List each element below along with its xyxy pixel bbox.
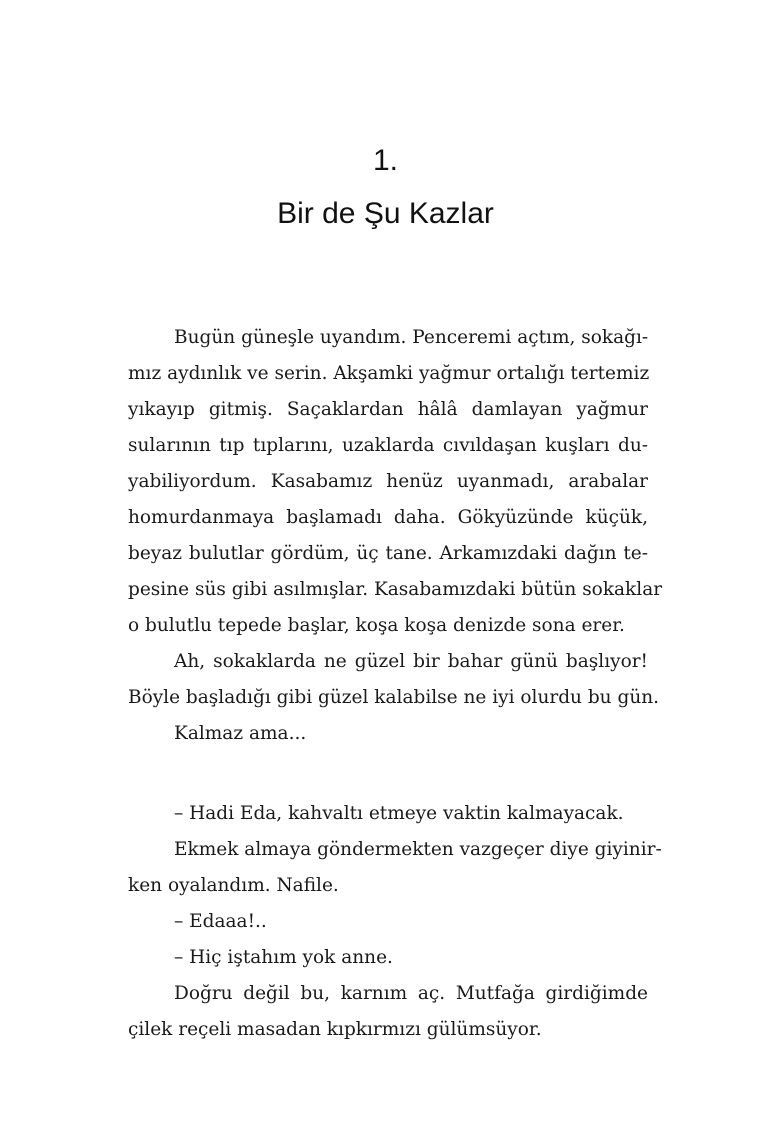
paragraph [128,796,648,832]
text-line: Ekmek almaya göndermekten vazgeçer diye giyinir- [174,839,662,860]
text-line: beyaz bulutlar gördüm, üç tane. Arkamızdaki dağın te- [128,543,648,564]
text-line: çilek reçeli masadan kıpkırmızı gülümsüyor. [128,1019,542,1040]
text-line: o bulutlu tepede başlar, koşa koşa denizde sona erer. [128,615,625,636]
text-line: Ah, sokaklarda ne güzel bir bahar günü başlıyor! [174,651,648,672]
chapter-body [128,320,663,1048]
text-line: Doğru değil bu, karnım aç. Mutfağa girdiğimde [174,983,648,1004]
text-line: pesine süs gibi asılmışlar. Kasabamızdaki bütün sokaklar [128,579,663,600]
text-line: yabiliyordum. Kasabamız henüz uyanmadı, arabalar [128,471,648,492]
text-line: homurdanmaya başlamadı daha. Gökyüzünde küçük, [128,507,648,528]
text-line: mız aydınlık ve serin. Akşamki yağmur ortalığı tertemiz [128,363,650,384]
paragraph [128,320,663,644]
chapter-title: Bir de Şu Kazlar [277,197,494,230]
paragraph [128,940,648,976]
chapter-number: 1. [372,144,399,177]
paragraph [128,832,662,904]
text-line: Böyle başladığı gibi güzel kalabilse ne iyi olurdu bu gün. [128,687,660,708]
scene-break [128,752,648,796]
paragraph [128,716,648,752]
text-line: ken oyalandım. Nafile. [128,875,339,896]
text-line: Kalmaz ama... [174,723,307,744]
dialogue-line: – Hadi Eda, kahvaltı etmeye vaktin kalmayacak. [174,803,624,824]
text-line: yıkayıp gitmiş. Saçaklardan hâlâ damlayan yağmur [128,399,648,420]
dialogue-line: – Edaaa!.. [174,911,267,932]
text-line: sularının tıp tıplarını, uzaklarda cıvıldaşan kuşları du- [128,435,648,456]
paragraph [128,904,648,940]
paragraph [128,976,648,1048]
dialogue-line: – Hiç iştahım yok anne. [174,947,393,968]
text-line: Bugün güneşle uyandım. Penceremi açtım, sokağı- [174,327,649,348]
paragraph [128,644,660,716]
